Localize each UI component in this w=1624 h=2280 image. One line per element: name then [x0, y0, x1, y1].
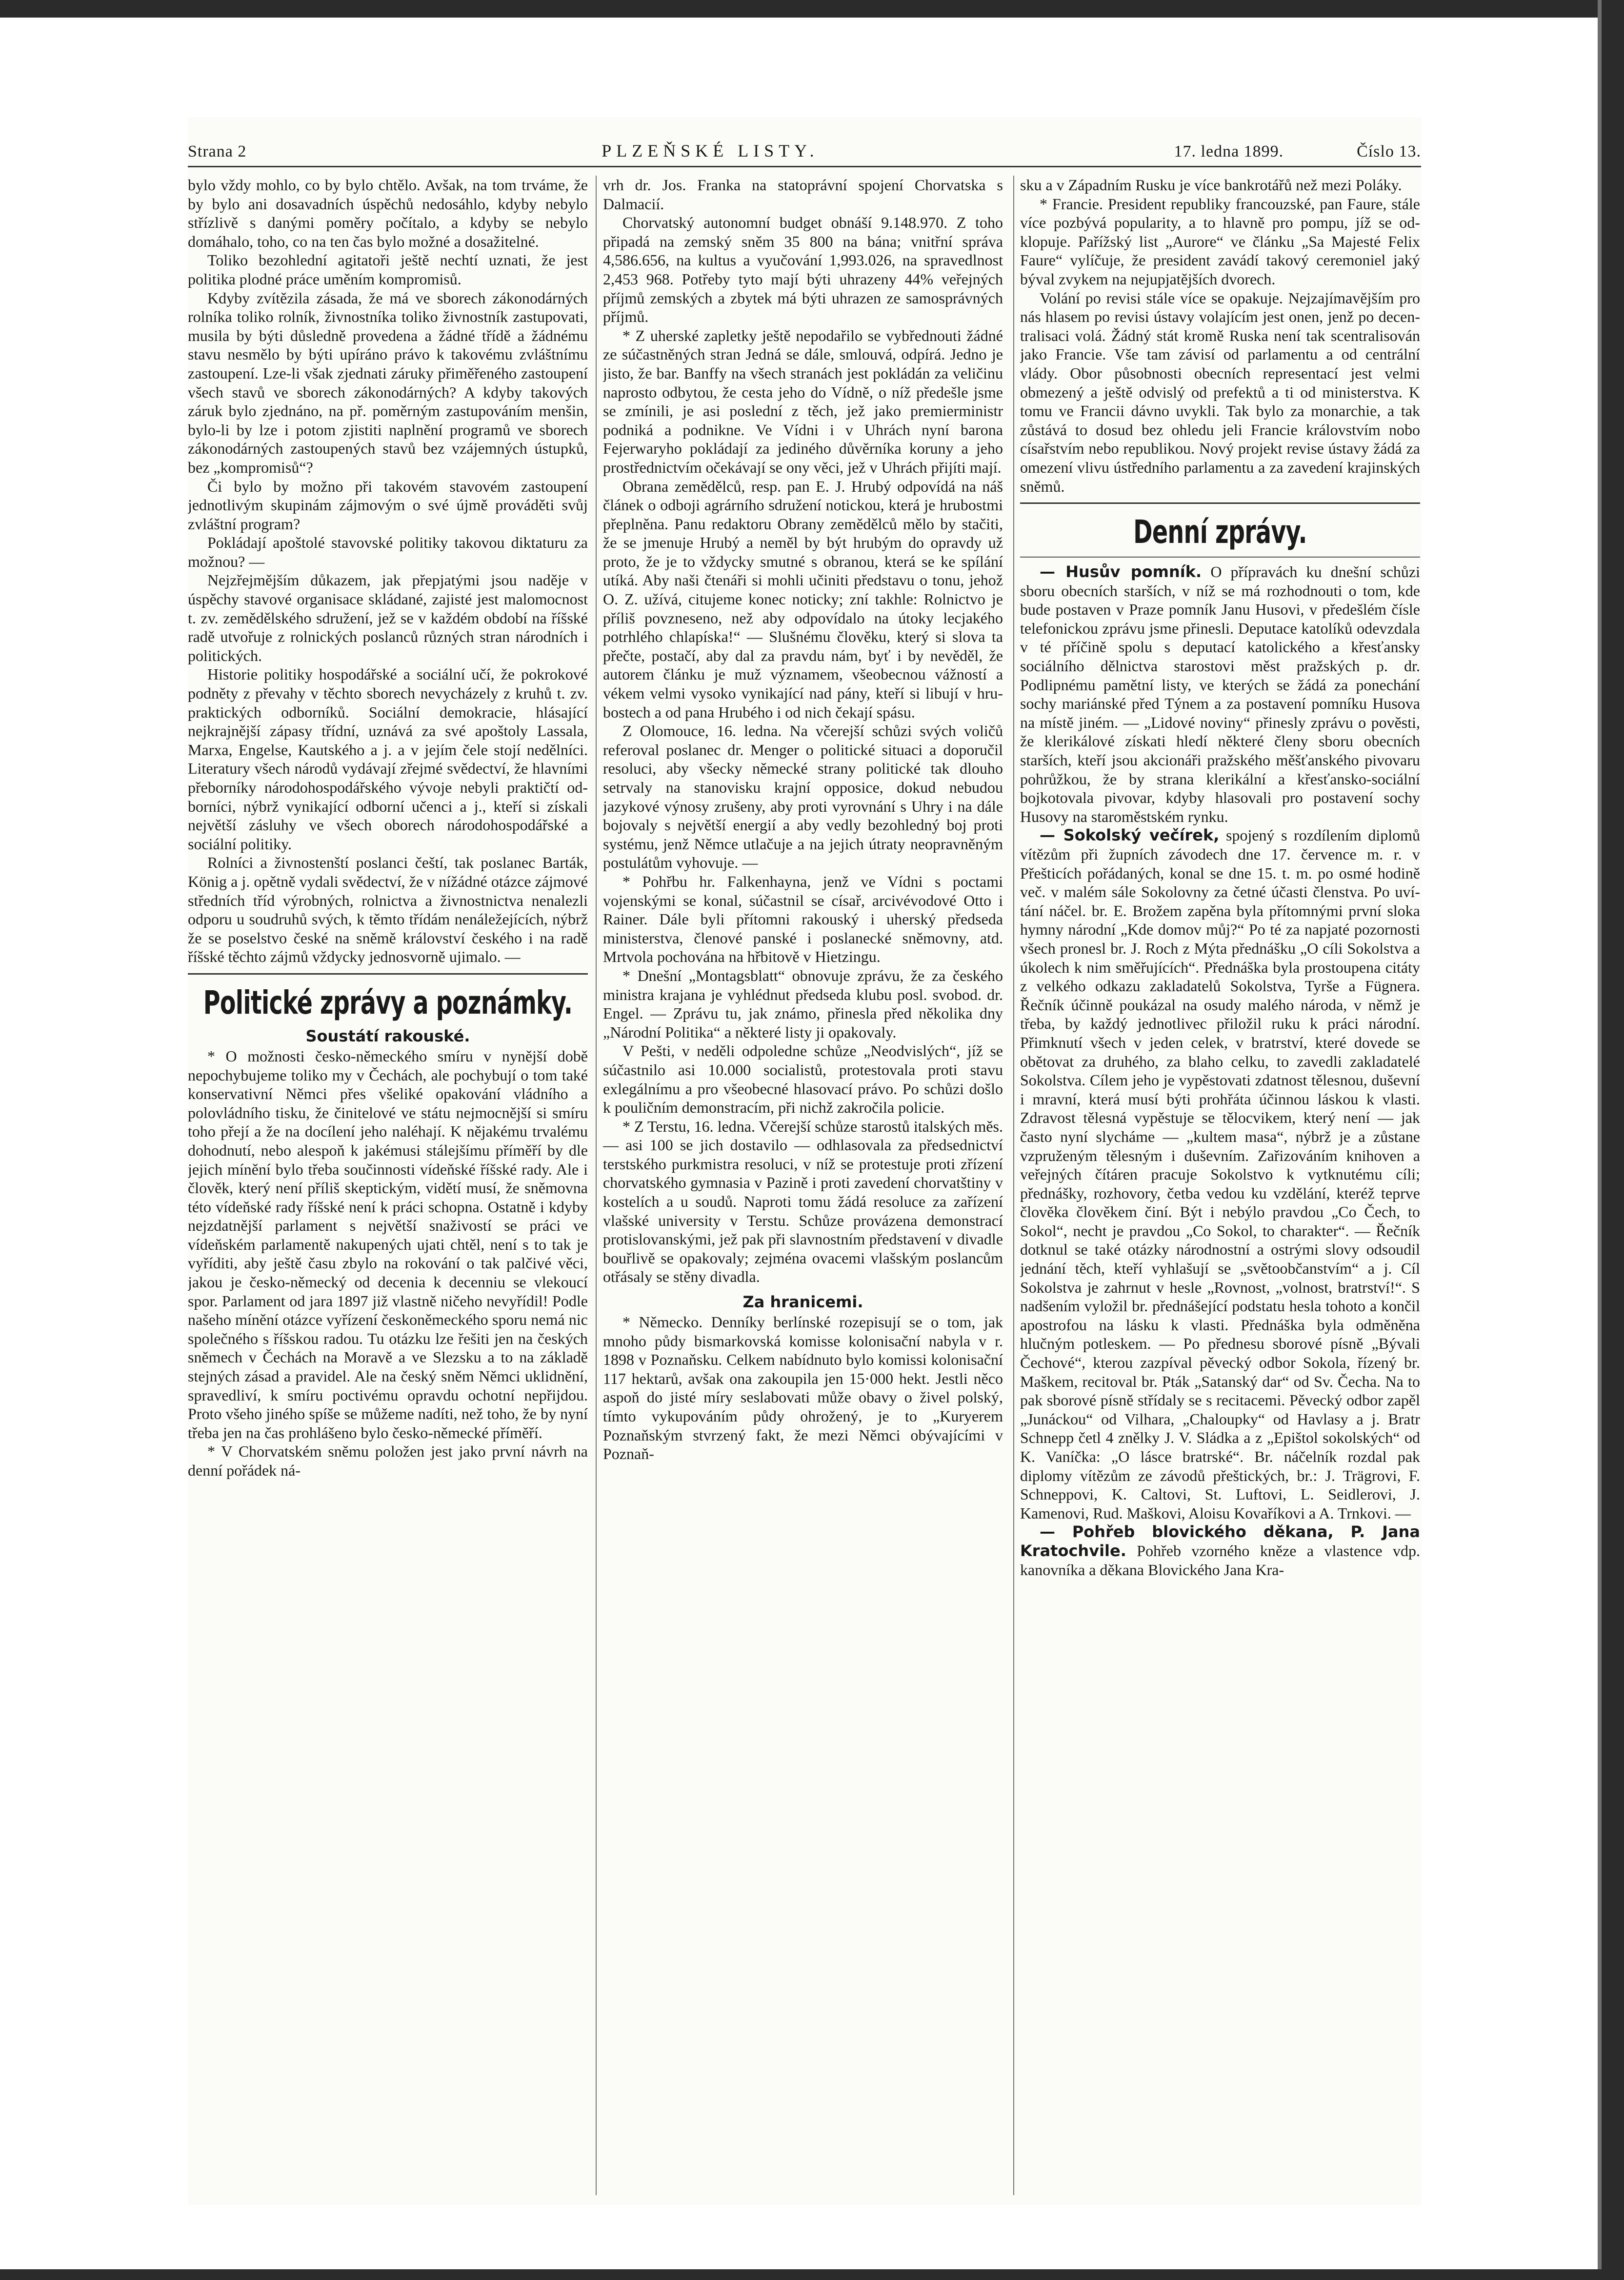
news-item	[1020, 826, 1420, 1522]
paragraph: Historie politiky hospodářské a sociální učí, že pokrokové podněty z převahy v těchto sborech nevycházely z kruhů t. zv. praktických odborníků. Sociální demokracie, hlásající nejkrajnější zápasy třídní, uznává za své apoštoly Lassala, Marxa, Engelse, Kautského a j. a v jejím čele stojí nedělníci. Literatury všech národů vydávají zřejmé svědectví, že hlavními přeborníky národohospodářského vývoje nebyli praktičtí odborníci, nýbrž vynikající odborní učenci a j., kteří si získali největší zásluhy ve všech oborech národohospodářské a sociální politiky.	[188, 665, 588, 853]
paragraph: * Z uherské zapletky ještě nepodařilo se vybřednouti žádné ze súčastněných stran Jedná se dále, smlouvá, odpírá. Jedno je jisto, že bar. Banffy na všech stranách jest pokládán za veličinu naprosto odbytou, že cesta jeho do Vídně, o níž předešle jsme se zmínili, je asi poslední z těch, jež jako premierministr podniká a podnikne. Ve Vídni i v Uhrách nyní barona Fejerwaryho pokládají za jediného důvěrníka koruny a jeho prostřednictvím očekávají se ony věci, jež v Uhrách přijíti mají.	[603, 326, 1003, 476]
scan-border-right	[1602, 0, 1624, 2280]
newspaper-page	[188, 117, 1421, 2205]
section-rule-thin	[1020, 557, 1420, 558]
paragraph: Či bylo by možno při takovém stavovém zastoupení jednotlivým skupinám zájmovým o své újmě prováděti svůj zvláštní program?	[188, 477, 588, 533]
paragraph: * O možnosti česko-německého smíru v nynější době nepochybujeme toliko my v Čechách, ale pochybují o tom také konservativní Němci přes všeliké opakování vládního a polovládního tisku, že činitelové ve státu nejmocnější si smíru toho přejí a že na docílení jeho naléhají. K nějakému trvalému dohodnutí, nebo alespoň k jakémusi stálejšímu příměří by dle jejich mínění bylo třeba součinnosti vídeňské říšské rady. Ale i člověk, který není příliš skeptickým, vidětí musí, že sněmovna této vídeňské rady říšské není k práci schopna. Ostatně i kdyby nejzdatnější parlament s největší snaživostí se práci ve vídeňském parlamentě nakupených ujati chtěl, není s to tak je vyříditi, aby ještě času zbylo na rokování o tak palčivé věci, jakou je česko-německý od decenia k decenniu se vlekoucí spor. Parlament od jara 1897 již vlastně ničeho nevyřídil! Podle našeho mínění otázce vyřízení českoněmeckého sporu nemá nic společného s říšskou radou. Tu otázku lze řešiti jen na českých sněmech v Čechách na Moravě a ve Slezsku a to na základě stejných zásad a pravidel. Ale na český sněm Němci uklidnění, spravedliví, k smíru poctivému opravdu ochotní nepřijdou. Proto všeho jiného spíše se můžeme nadíti, než toho, že by nyní třeba jen na čas prohlášeno bylo česko-německé příměří.	[188, 1047, 588, 1441]
paragraph: sku a v Západním Rusku je více bankrotářů než mezi Poláky.	[1020, 176, 1402, 194]
section-heading: Politické zprávy a poznámky.	[203, 983, 573, 1021]
paragraph: * Z Terstu, 16. ledna. Včerejší schůze starostů italských měs. — asi 100 se jich dostavilo — odhlasovala za předsednictví terstského purkmistra resoluci, v níž se protestuje proti zřízení chorvatského gymnasia v Pazině i proti zavedení chorvatštiny v kostelích a u soudů. Naproti tomu žádá resoluce za zařízení vlašské university v Terstu. Schůze provázena demonstrací protislovanskými, jež pak při slavnostním představení v divadle bouřlivě se opakovaly; zejména ovacemi vlašským poslancům otřásaly se stěny divadla.	[603, 1117, 1003, 1286]
column-separator	[1013, 176, 1014, 2195]
paragraph: Z Olomouce, 16. ledna. Na včerejší schůzi svých voličů referoval poslanec dr. Menger o politické situaci a doporučil resoluci, aby všecky německé strany politické tak dlouho setrvaly na stanovisku krajní opposice, dokud nebudou jazykové výnosy zrušeny, aby proti vyrovnání s Uhry i na dále bojovaly s největší energií a aby vedly bezohledný boj proti systému, jenž Němce utlačuje a na jejich útraty neopravněným postulátům vyhovuje. —	[603, 722, 1003, 872]
section-rule	[188, 973, 588, 975]
paragraph: * Pohřbu hr. Falkenhayna, jenž ve Vídni s poctami vojenskými se konal, súčastnil se císař, arcivévodové Otto i Rainer. Dále byli přítomni rakouský i uherský předseda ministerstva, členové panské i poslanecké sněmovny, atd. Mrtvola pochována na hřbitově v Hietzingu.	[603, 872, 1003, 966]
paragraph: bylo vždy mohlo, co by bylo chtělo. Avšak, na tom trváme, že by bylo ani dosavadních úspěchů nedosáhlo, kdyby nebylo střízlivě s danými poměry počítalo, a kdyby se nebylo domáhalo, toho, co na ten čas bylo možné a dosažitelné.	[188, 176, 588, 250]
paragraph: Obrana zemědělců, resp. pan E. J. Hrubý odpovídá na náš článek o odboji agrárního sdružení notickou, která je hrubostmi přeplněna. Panu redaktoru Obrany zemědělců mělo by stačiti, že se jmenuje Hrubý a neměl by být hrubým do opravdy už proto, že je to vždycky smutné s obranou, která se ke spílání utíká. Aby naši čtenáři si mohli učiniti představu o tonu, jehož O. Z. užívá, citujeme konec noticky; zní takhle: Rolnictvo je příliš povzneseno, než aby odpovídalo na útoky lecjakého potrhlého chlapíska!“ — Slušnému člověku, který si slova ta přečte, postačí, aby dal za pravdu nám, byť i by nevěděl, že autorem článku je muž významem, všeobecnou vážností a vékem velmi vysoko vynikající nad pány, kteří si libují v hrubostech a od pana Hrubého i od nich čekají spásu.	[603, 477, 1003, 721]
news-item-title: — Pohřeb blovického děkana, P. Jana Kratochvile.	[1020, 1522, 1420, 1560]
paragraph: * Francie. President republiky francouzské, pan Faure, stále více pozbývá popularity, a to hlavně pro pompu, jíž se odklopuje. Pařížský list „Aurore“ ve článku „Sa Majesté Felix Faure“ vylíčuje, že president zavádí takový ceremoniel jaký býval zvykem na nejupjatějších dvorech.	[1020, 195, 1420, 288]
paragraph: Nejzřejmějším důkazem, jak přepjatými jsou naděje v úspěchy stavové organisace skládané, zajisté jest malomocnost t. zv. zemědělského sdružení, jež se v každém období na říšské radě utvořuje z rolnických poslanců různých stran národních i politických.	[188, 571, 588, 664]
section-heading: Denní zprávy.	[1133, 513, 1307, 551]
page-header	[188, 117, 1421, 161]
news-item	[1020, 1522, 1420, 1579]
page-number: Strana 2	[188, 142, 247, 160]
scan-border-top	[0, 0, 1624, 18]
subsection-heading: Soustátí rakouské.	[305, 1026, 470, 1045]
news-item-body: Pohřeb vzorného kněze a vlastence vdp. kanovníka a děkana Blovického Jana Kra-	[1020, 1541, 1420, 1579]
paragraph: * Dnešní „Montagsblatt“ obnovuje zprávu, že za českého ministra krajana je vyhlédnut předseda klubu posl. svobod. dr. Engel. — Zprávu tu, jak známo, přinesla před několika dny „Národní Politika“ a některé listy ji opakovaly.	[603, 966, 1003, 1041]
paragraph: Toliko bezohlední agitatoři ještě nechtí uznati, že jest politika plodné práce uměním kompromisů.	[188, 251, 588, 288]
scan-border-right-inner	[1598, 0, 1602, 2280]
paragraph: * V Chorvatském sněmu položen jest jako první návrh na denní pořádek ná-	[188, 1442, 588, 1479]
news-item-title: — Sokolský večírek,	[1040, 826, 1220, 845]
paragraph: * Německo. Denníky berlínské rozepisují se o tom, jak mnoho půdy bismarkovská komisse kolonisační nabyla v r. 1898 v Poznaňsku. Celkem nabídnuto bylo komissi kolonisační 117 hektarů, avšak ona zakoupila jen 15·000 hekt. Jestli něco aspoň do jisté míry seslabovati může obavy o živel polský, tímto vykupováním půdy ohrožený, je to „Kuryerem Poznaňským stvrzený fakt, že mezi Němci obývajícími v Poznaň-	[603, 1313, 1003, 1463]
paragraph: Chorvatský autonomní budget obnáší 9.148.970. Z toho připadá na zemský sněm 35 800 na bána; vnitřní správa 4,586.656, na kultus a vyučování 1,993.026, na spravedlnost 2,453 968. Potřeby tyto mají býti uhrazeny 44% veřejných příjmů zemských a zbytek má býti uhrazen ze samosprávných příjmů.	[603, 214, 1003, 326]
column-2	[603, 176, 1003, 2195]
masthead-title: PLZEŇSKÉ LISTY.	[601, 141, 819, 160]
issue-date: 17. ledna 1899.	[1174, 142, 1284, 160]
news-item-body: O přípravách ku dnešní schůzi sboru obecních starších, v níž se má rozhodnouti o tom, kde bude postaven v Praze pomník Janu Husovi, v předešlém čísle telefonickou zprávu jsme přinesli. Deputace katolíků odevzdala v té příčině spolu s deputací katolického a křesťansky sociálního dělnictva starostovi měst pražských p. dr. Podlipnému pamětní listy, ve kterých se žádá za ponechání sochy mariánské před Týnem a za postavení pomníku Husova na místě jiném. — „Lidové noviny“ přinesly zprávu o pověsti, že klerikálové získati hledí některé členy sboru obecních starších, kteří jsou akcionáři pražského měšťanského pivovaru pohrůžkou, že by strana klerikální a křesťansko-sociální bojkotovala pivovar, kdyby hlasovali pro postavení sochy Husovy na staroměstském rynku.	[1020, 563, 1420, 825]
issue-number: Číslo 13.	[1357, 142, 1421, 160]
section-rule	[1020, 502, 1420, 504]
column-1	[188, 176, 588, 2195]
news-item-body: spojený s rozdílením diplomů vítězům při župních závodech dne 17. července m. r. v Přešticích pořádaných, konal se dne 15. t. m. po osmé hodině več. v malém sále Sokolovny za četné účasti členstva. Po uvítání náčel. br. E. Brožem zapěna byla přítomnými první sloka hymny národní „Kde domov můj?“ Po té za napjaté pozornosti všech pronesl br. J. Roch z Mýta přednášku „O cíli Sokolstva a úkolech k nim směřujících“. Přednáška byla prostoupena citáty z velkého odkazu zakladatelů Sokolstva, Tyrše a Fügnera. Řečník účinně poukázal na osudy malého národa, v němž je třeba, by každý jednotlivec přiložil ruku k práci národní. Přimknutí všech v jeden celek, v bratrství, které dovede se obětovat za druhého, za blaho celku, to zavedli zakladatelé Sokolstva. Cílem jeho je vypěstovati zdatnost tělesnou, duševní i mravní, která musí býti prohřáta účinnou láskou k vlasti. Zdravost tělesná vypěstuje se tělocvikem, který není — jak často nyní slycháme — „kultem masa“, nýbrž je a zůstane vzpruženým tělesným i duševním. Zařizováním knihoven a veřejných čítáren pracuje Sokolstvo k vytknutému cíli; přednášky, rozhovory, četba vedou ku vzdělání, kteréž teprve člověka člověkem činí. Být i nebýlo pravdou „Co Čech, to Sokol“, necht je pravdou „Co Sokol, to charakter“. — Řečník dotknul se také otázky národnostní a ostrými slovy odsoudil jednání těch, kteří vyhlašují se „světoobčanstvím“ a j. Cíl Sokolstva je zahrnut v hesle „Rovnost, „volnost, bratrství!“. S nadšením vyložil br. přednášející podstatu hesla tohoto a končil apostrofou na lásku k vlasti. Přednáška byla odměněna hlučným potleskem. — Po přednesu sborové písně „Bývali Čechové“, kterou zazpíval pěvecký odbor Sokola, řízený br. Maškem, recitoval br. Pták „Satanský dar“ od Sv. Čecha. Na to pak sborové písně střídaly se s recitacemi. Pěvecký odbor zapěl „Junáckou“ od Vilhara, „Chaloupky“ od Havlasy a j. Bratr Schnepp četl 4 znělky J. V. Sládka a z „Epištol sokolských“ od K. Vaníčka: „O lásce bratrské“. Br. náčelník rozdal pak diplomy vítězům ze závodů přeštických, br.: J. Trägrovi, F. Schneppovi, K. Caltovi, St. Luftovi, L. Seidlerovi, J. Kamenovi, Rud. Maškovi, Aloisu Kovaříkovi a A. Trnkovi. —	[1020, 826, 1420, 1522]
paragraph: Volání po revisi stále více se opakuje. Nejzajímavějším pro nás hlasem po revisi ústavy volajícím jest onen, jenž po decentralisaci volá. Žádný stát kromě Ruska není tak scentralisován jako Francie. Vše tam závisí od parlamentu a od centrální vlády. Obor působnosti obecních representací jest velmi obmezený a ještě odvislý od prefektů a ti od ministerstva. K tomu ve Francii dávno uvykli. Tak bylo za monarchie, a tak zůstává to dosud bez ohledu jeli Francie královstvím nobo císařstvím nebo republikou. Nový projekt revise ústavy žádá za omezení vlivu ústředního parlamentu a za zavedení krajinských sněmů.	[1020, 289, 1420, 495]
paragraph: V Pešti, v neděli odpoledne schůze „Neodvislých“, jíž se súčastnilo asi 10.000 socialistů, protestovala proti stavu exlegálnímu a pro všeobecné hlasovací právo. Po schůzi došlo k pouličním demonstracím, při nichž zakročila policie.	[603, 1042, 1003, 1117]
column-3	[1020, 176, 1420, 2195]
scan-border-bottom	[0, 2269, 1624, 2280]
paragraph: vrh dr. Jos. Franka na statoprávní spojení Chorvatska s Dalmacií.	[603, 176, 1003, 213]
column-separator	[596, 176, 597, 2195]
news-item-title: — Husův pomník.	[1040, 562, 1202, 581]
news-item	[1020, 562, 1420, 826]
paragraph: Pokládají apoštolé stavovské politiky takovou diktaturu za možnou? —	[188, 534, 588, 570]
subsection-heading: Za hranicemi.	[742, 1293, 863, 1312]
paragraph: Kdyby zvítězila zásada, že má ve sborech zákonodárných rolníka toliko rolník, živnostníka toliko živnostník zastupovati, musila by býti důsledně provedena a žádné třídě a žádnému stavu nesmělo by býti upíráno právo k takovému zvláštnímu zastoupení. Lze-li však zjednati záruky přiměřeného zastoupení všech stavů ve sborech zákonodárných? A kdyby takových záruk bylo zjednáno, na př. poměrným zastupováním menšin, bylo-li by lze i potom zjistiti naplnění programů ve sborech zákonodárných zastoupených stavů bez vzájemných ústupků, bez „kompromisů“?	[188, 289, 588, 476]
header-right	[1174, 142, 1421, 161]
header-rule	[188, 166, 1421, 167]
paragraph: Rolníci a živnostenští poslanci čeští, tak poslanec Barták, König a j. opětně vydali svědectví, že v nížádné otázce zájmové středních tříd výrobných, rolnictva a živnostnictva nenalezli odporu u soudruhů svých, k těmto třídám nenáležejících, nýbrž že se poselstvo české na sněmě království českého i na radě říšské těchto zájmů vždycky jednosvorně ujimalo. —	[188, 854, 588, 966]
